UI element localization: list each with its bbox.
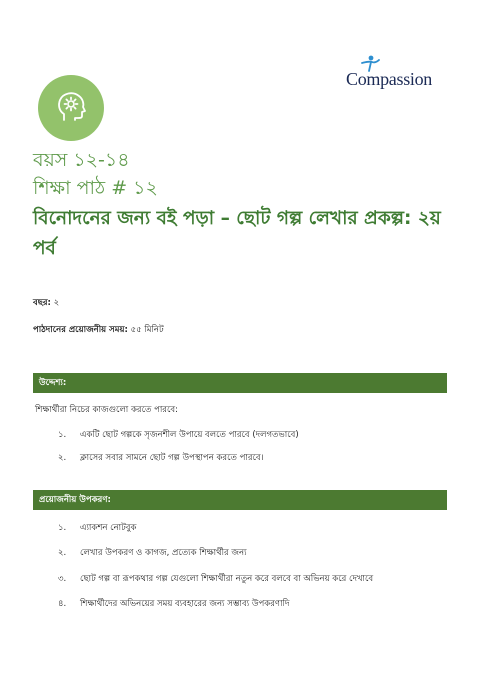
material-item [58, 546, 247, 560]
objective-item [58, 428, 299, 442]
item-number: ২. [58, 453, 67, 463]
lesson-title: বিনোদনের জন্য বই পড়া – ছোট গল্প লেখার প্রকল্প: ২য় পর্ব [33, 208, 441, 259]
year-label: বছর: [33, 298, 51, 308]
material-item [58, 597, 289, 611]
item-text: ছোট গল্প বা রূপকথার গল্প যেগুলো শিক্ষার্থীরা নতুন করে বলবে বা অভিনয় করে দেখাবে [80, 574, 374, 584]
item-number: ৪. [58, 599, 67, 609]
objectives-intro: শিক্ষার্থীরা নিচের কাজগুলো করতে পারবে: [35, 405, 178, 415]
item-number: ১. [58, 430, 67, 440]
logo-wordmark: Compassion [346, 69, 433, 89]
objectives-heading: উদ্দেশ্য: [33, 373, 447, 393]
year-line [33, 296, 59, 310]
item-text: এ্যাকশন নোটবুক [80, 523, 137, 533]
time-label: পাঠদানের প্রয়োজনীয় সময়: [33, 325, 128, 335]
age-range: বয়স ১২-১৪ [33, 149, 130, 171]
head-gear-icon [38, 75, 104, 141]
year-value: ২ [53, 298, 60, 308]
lesson-number: শিক্ষা পাঠ # ১২ [33, 177, 158, 199]
item-text: একটি ছোট গল্পকে সৃজনশীল উপায়ে বলতে পারবে (দলগতভাবে) [80, 430, 299, 440]
materials-heading: প্রয়োজনীয় উপকরণ: [33, 490, 447, 510]
item-number: ২. [58, 548, 67, 558]
item-text: শিক্ষার্থীদের অভিনয়ের সময় ব্যবহারের জন্য সম্ভাব্য উপকরণাদি [80, 599, 290, 609]
time-value: ৫৫ মিনিট [130, 325, 164, 335]
material-item [58, 572, 373, 586]
time-line [33, 323, 164, 337]
item-text: ক্লাসের সবার সামনে ছোট গল্প উপস্থাপন করতে পারবে। [80, 453, 264, 463]
item-number: ৩. [58, 574, 67, 584]
item-text: লেখার উপকরণ ও কাগজ, প্রত্যেক শিক্ষার্থীর জন্য [80, 548, 247, 558]
material-item [58, 521, 136, 535]
item-number: ১. [58, 523, 67, 533]
objective-item [58, 451, 264, 465]
compassion-logo [346, 55, 446, 97]
